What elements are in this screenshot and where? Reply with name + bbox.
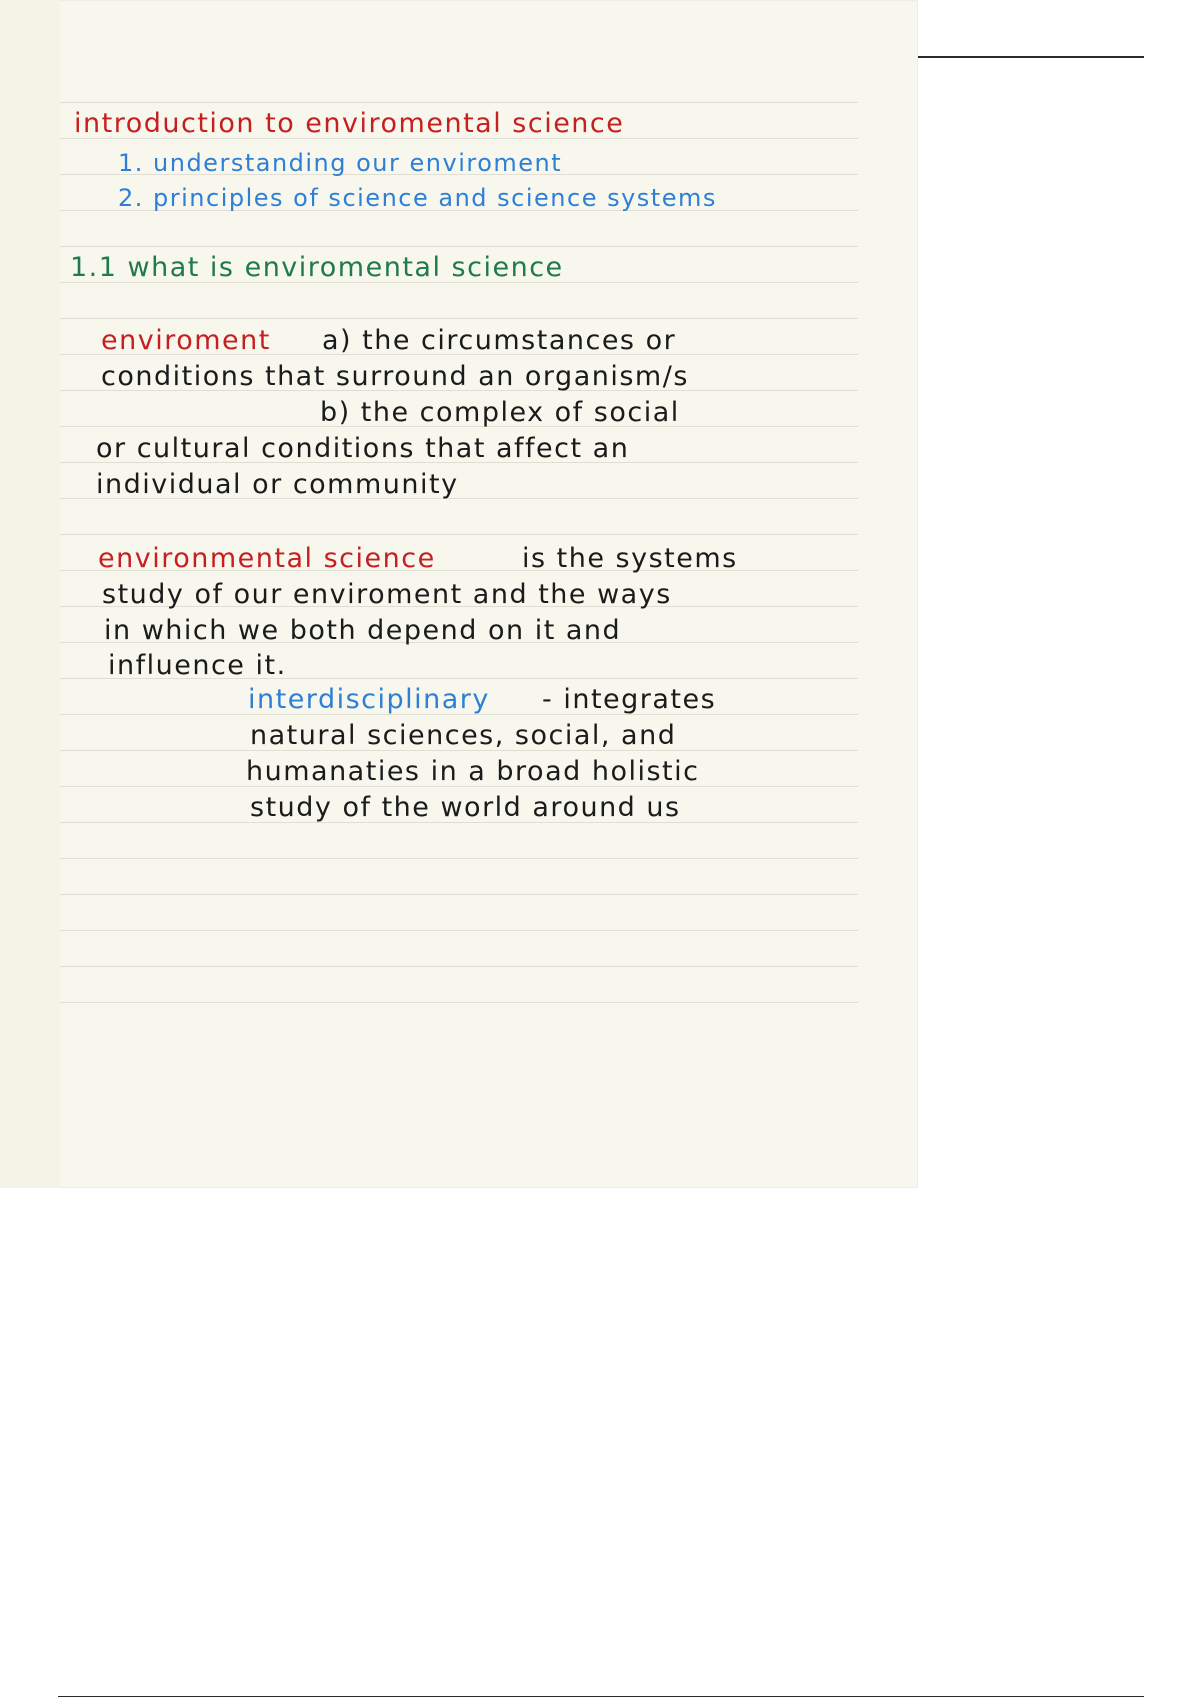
environment-def-a-cont: conditions that surround an organism/s — [101, 361, 689, 392]
environment-def-a: a) the circumstances or — [322, 325, 677, 356]
env-science-def-cont-2: in which we both depend on it and — [104, 615, 622, 646]
note-title: introduction to enviromental science — [74, 108, 625, 139]
term-environment: enviroment — [101, 325, 271, 356]
environment-def-b-cont-1: or cultural conditions that affect an — [96, 433, 630, 464]
interdisciplinary-def: - integrates — [542, 684, 717, 715]
interdisciplinary-def-cont-2: humanaties in a broad holistic — [246, 756, 700, 787]
interdisciplinary-def-cont-3: study of the world around us — [250, 792, 681, 823]
footer-rule — [58, 1696, 1144, 1697]
toc-item-1: 1. understanding our enviroment — [118, 149, 563, 177]
env-science-def-cont-3: influence it. — [108, 650, 287, 681]
section-heading: 1.1 what is enviromental science — [70, 252, 564, 283]
toc-item-2: 2. principles of science and science systems — [118, 184, 717, 212]
interdisciplinary-def-cont-1: natural sciences, social, and — [250, 720, 677, 751]
environment-def-b-cont-2: individual or community — [96, 469, 459, 500]
term-interdisciplinary: interdisciplinary — [248, 684, 490, 715]
term-environmental-science: environmental science — [98, 543, 436, 574]
header-rule — [918, 56, 1144, 58]
env-science-def-cont-1: study of our enviroment and the ways — [102, 579, 672, 610]
environment-def-b: b) the complex of social — [320, 397, 680, 428]
env-science-def: is the systems — [522, 543, 738, 574]
